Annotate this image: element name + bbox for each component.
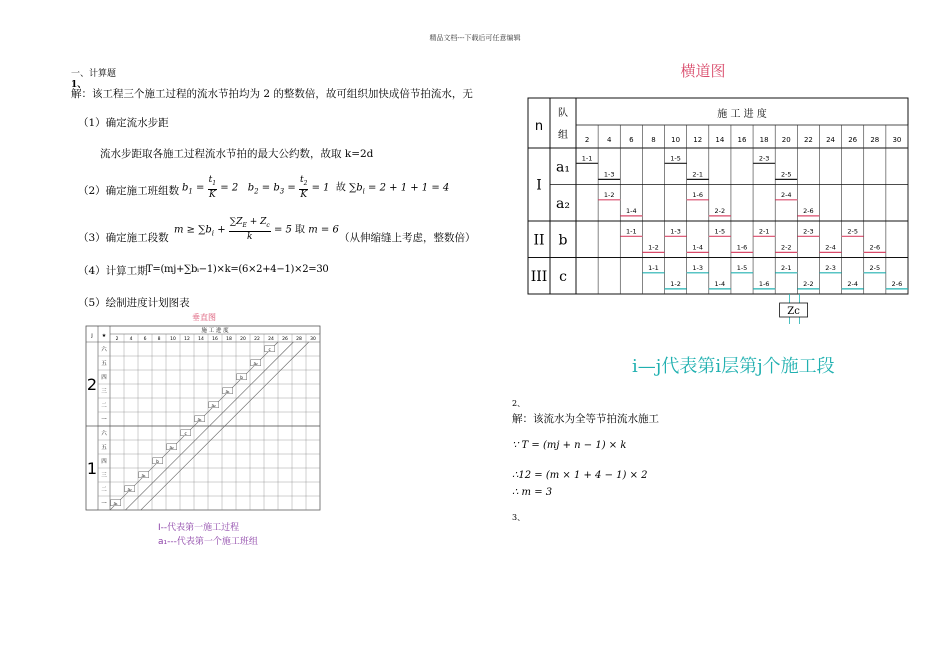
horizontal-team-label: b xyxy=(558,232,568,249)
q1-step5: （5）绘制进度计划图表 xyxy=(78,297,190,309)
horizontal-bar-label: 2-5 xyxy=(869,263,881,272)
vertical-tick-label: 18 xyxy=(226,337,232,342)
vertical-tick-label: 22 xyxy=(254,337,260,342)
q1-step4: （4）计算工期 xyxy=(78,265,148,277)
vertical-segment-label: 二 xyxy=(101,403,107,409)
horizontal-tick-label: 8 xyxy=(651,136,656,144)
horizontal-bar-label: 1-2 xyxy=(603,190,615,199)
horizontal-bar-label: 2-6 xyxy=(869,243,881,252)
horizontal-chart-grid xyxy=(528,98,908,324)
vertical-col-star: ★ xyxy=(101,333,107,339)
vertical-chart-header: 施 工 进 度 xyxy=(201,328,229,334)
vertical-layer-label: 1 xyxy=(86,459,98,478)
vertical-team-label: a₁ xyxy=(225,388,230,394)
vertical-tick-label: 20 xyxy=(240,337,246,342)
vertical-team-label: a₁ xyxy=(113,500,118,506)
vertical-tick-label: 28 xyxy=(296,337,302,342)
horizontal-process-label: III xyxy=(530,268,548,285)
horizontal-bar-label: 2-4 xyxy=(825,243,836,252)
horizontal-col-team: 队 xyxy=(558,108,568,119)
horizontal-bar-label: 1-4 xyxy=(626,206,637,215)
vertical-segment-label: 一 xyxy=(101,501,107,507)
horizontal-bar-label: 1-1 xyxy=(648,263,659,272)
horizontal-tick-label: 10 xyxy=(671,136,681,144)
horizontal-tick-label: 20 xyxy=(781,136,791,144)
zc-label: Zc xyxy=(787,306,800,317)
vertical-segment-label: 六 xyxy=(101,431,107,437)
horizontal-bar-label: 2-3 xyxy=(758,154,770,163)
vertical-tick-label: 24 xyxy=(268,337,274,342)
horizontal-bar-label: 2-6 xyxy=(891,279,903,288)
horizontal-tick-label: 4 xyxy=(606,136,612,144)
horizontal-bar-label: 1-1 xyxy=(626,227,637,236)
q1-step4-formula: T=(mj+∑bᵢ−1)×k=(6×2+4−1)×2=30 xyxy=(146,264,329,275)
horizontal-bar-label: 2-3 xyxy=(803,227,814,236)
horizontal-bar-label: 1-4 xyxy=(692,243,704,252)
horizontal-col-n: n xyxy=(534,119,544,134)
horizontal-tick-label: 18 xyxy=(759,136,769,144)
vertical-legend-1: Ⅰ--代表第一施工过程 xyxy=(158,523,240,533)
horizontal-tick-label: 2 xyxy=(584,136,590,144)
horizontal-tick-label: 12 xyxy=(693,136,703,144)
horizontal-chart-frame xyxy=(528,98,908,294)
vertical-tick-label: 2 xyxy=(115,337,119,342)
horizontal-tick-label: 22 xyxy=(803,136,813,144)
horizontal-bar-label: 1-2 xyxy=(648,243,659,252)
vertical-tick-label: 12 xyxy=(184,337,190,342)
vertical-layer-label: 2 xyxy=(86,375,98,394)
horizontal-team-label: a₂ xyxy=(556,195,570,212)
vertical-team-label: a₂ xyxy=(211,402,216,408)
horizontal-bar-label: 1-5 xyxy=(714,227,726,236)
horizontal-bar-label: 1-5 xyxy=(670,154,681,163)
q2-eq2: ∴12 = (m × 1 + 4 − 1) × 2 xyxy=(512,470,648,481)
q3-number: 3、 xyxy=(512,513,526,522)
vertical-segment-label: 三 xyxy=(101,389,107,395)
q2-number: 2、 xyxy=(512,399,526,408)
horizontal-team-label: c xyxy=(559,268,567,285)
horizontal-chart xyxy=(520,58,920,358)
vertical-col-j: j xyxy=(91,333,93,339)
q1-step3-formula: $m \ge \sum b_i$ + $\frac{\sum Z_E + Z_c}{k}$ = 5 取 m = 6 xyxy=(174,217,339,242)
horizontal-bar-label: 1-3 xyxy=(670,227,681,236)
page-header: 精品文档---下载后可任意编辑 xyxy=(429,34,521,42)
section-title: 一、计算题 xyxy=(71,69,117,79)
horizontal-chart-header: 施 工 进 度 xyxy=(717,109,767,120)
q1-step2-formula: $b_1$ = $\frac{t_1}{K}$ = 2 $b_2 = b_3$ = $\frac{t_2}{K}$ = 1 故 $\sum b_i = 2 + 1 + 1 = 4$ xyxy=(182,175,450,200)
vertical-team-label: b xyxy=(156,458,159,464)
horizontal-bar-label: 2-5 xyxy=(847,227,858,236)
horizontal-bar-label: 1-6 xyxy=(736,243,748,252)
vertical-chart-title: 垂直图 xyxy=(192,313,216,322)
vertical-tick-label: 30 xyxy=(310,337,316,342)
horizontal-bar-label: 2-1 xyxy=(780,263,792,272)
vertical-chart xyxy=(84,310,324,512)
horizontal-bar-label: 2-4 xyxy=(847,279,858,288)
vertical-legend-2: a₁---代表第一个施工班组 xyxy=(158,537,258,547)
q1-solution: 解：该工程三个施工过程的流水节拍均为 2 的整数倍，故可组织加快成倍节拍流水，无 xyxy=(71,88,473,100)
q1-step2: （2）确定施工班组数 xyxy=(78,185,180,197)
q2-eq3: ∴ m = 3 xyxy=(512,487,553,498)
vertical-team-label: a₂ xyxy=(169,444,174,450)
horizontal-bar-label: 2-1 xyxy=(758,227,770,236)
horizontal-tick-label: 6 xyxy=(629,136,634,144)
horizontal-bar-label: 1-1 xyxy=(581,154,593,163)
horizontal-tick-label: 16 xyxy=(737,136,747,144)
horizontal-tick-label: 14 xyxy=(715,136,725,144)
horizontal-tick-label: 28 xyxy=(870,136,880,144)
vertical-segment-label: 四 xyxy=(101,459,107,465)
vertical-chart-grid xyxy=(86,326,320,510)
horizontal-bar-label: 1-3 xyxy=(603,170,615,179)
q1-number: 1、 xyxy=(71,80,87,90)
horizontal-tick-label: 30 xyxy=(892,136,902,144)
vertical-team-label: c xyxy=(268,346,271,352)
q1-step3-note: （从伸缩缝上考虑，整数倍） xyxy=(339,232,476,244)
horizontal-bar-label: 1-6 xyxy=(692,190,704,199)
horizontal-bar-label: 1-2 xyxy=(670,279,681,288)
vertical-team-label: a₂ xyxy=(253,360,258,366)
vertical-tick-label: 6 xyxy=(143,337,147,342)
vertical-team-label: a₁ xyxy=(197,416,202,422)
horizontal-tick-label: 24 xyxy=(826,136,835,144)
vertical-segment-label: 五 xyxy=(101,445,107,451)
horizontal-chart-title: 横道图 xyxy=(680,62,726,80)
vertical-tick-label: 16 xyxy=(212,337,218,342)
horizontal-bar-label: 2-3 xyxy=(825,263,836,272)
horizontal-bar-label: 1-3 xyxy=(692,263,704,272)
horizontal-bar-label: 2-6 xyxy=(803,206,814,215)
vertical-tick-label: 8 xyxy=(157,337,161,342)
horizontal-bar-label: 2-2 xyxy=(780,243,792,252)
vertical-segment-label: 二 xyxy=(101,487,107,493)
q2-solution: 解：该流水为全等节拍流水施工 xyxy=(512,413,659,425)
horizontal-bar-label: 2-2 xyxy=(803,279,814,288)
vertical-tick-label: 26 xyxy=(282,337,288,342)
horizontal-bar-label: 2-5 xyxy=(780,170,792,179)
horizontal-process-label: II xyxy=(533,232,545,249)
horizontal-bar-label: 1-6 xyxy=(758,279,770,288)
vertical-chart-svg xyxy=(84,310,324,512)
vertical-tick-label: 10 xyxy=(170,337,176,342)
horizontal-chart-svg xyxy=(520,58,920,358)
vertical-team-label: a₁ xyxy=(141,472,146,478)
horizontal-process-label: I xyxy=(536,177,542,194)
horizontal-bar-label: 2-4 xyxy=(780,190,792,199)
vertical-segment-label: 四 xyxy=(101,375,107,381)
vertical-segment-label: 五 xyxy=(101,361,107,367)
horizontal-bar-label: 2-2 xyxy=(714,206,726,215)
vertical-tick-label: 4 xyxy=(129,337,133,342)
horizontal-bar-label: 1-5 xyxy=(736,263,748,272)
vertical-segment-label: 六 xyxy=(101,347,107,353)
vertical-team-label: c xyxy=(184,430,187,436)
horizontal-bar-label: 1-4 xyxy=(714,279,726,288)
q1-step1-text: 流水步距取各施工过程流水节拍的最大公约数，故取 k=2d xyxy=(100,148,374,160)
horizontal-col-team: 组 xyxy=(558,130,568,141)
q1-step1: （1）确定流水步距 xyxy=(78,117,169,129)
vertical-segment-label: 一 xyxy=(101,417,107,423)
vertical-team-label: b xyxy=(240,374,243,380)
vertical-team-label: a₂ xyxy=(127,486,132,492)
horizontal-bar-label: 2-1 xyxy=(692,170,704,179)
vertical-tick-label: 14 xyxy=(198,337,204,342)
horizontal-tick-label: 26 xyxy=(848,136,858,144)
horizontal-caption: i—j代表第i层第j个施工段 xyxy=(632,356,835,377)
horizontal-team-label: a₁ xyxy=(556,159,570,176)
q1-step3: （3）确定施工段数 xyxy=(78,232,169,244)
q2-eq1: ∵ T = (mj + n − 1) × k xyxy=(512,440,627,451)
vertical-segment-label: 三 xyxy=(101,473,107,479)
